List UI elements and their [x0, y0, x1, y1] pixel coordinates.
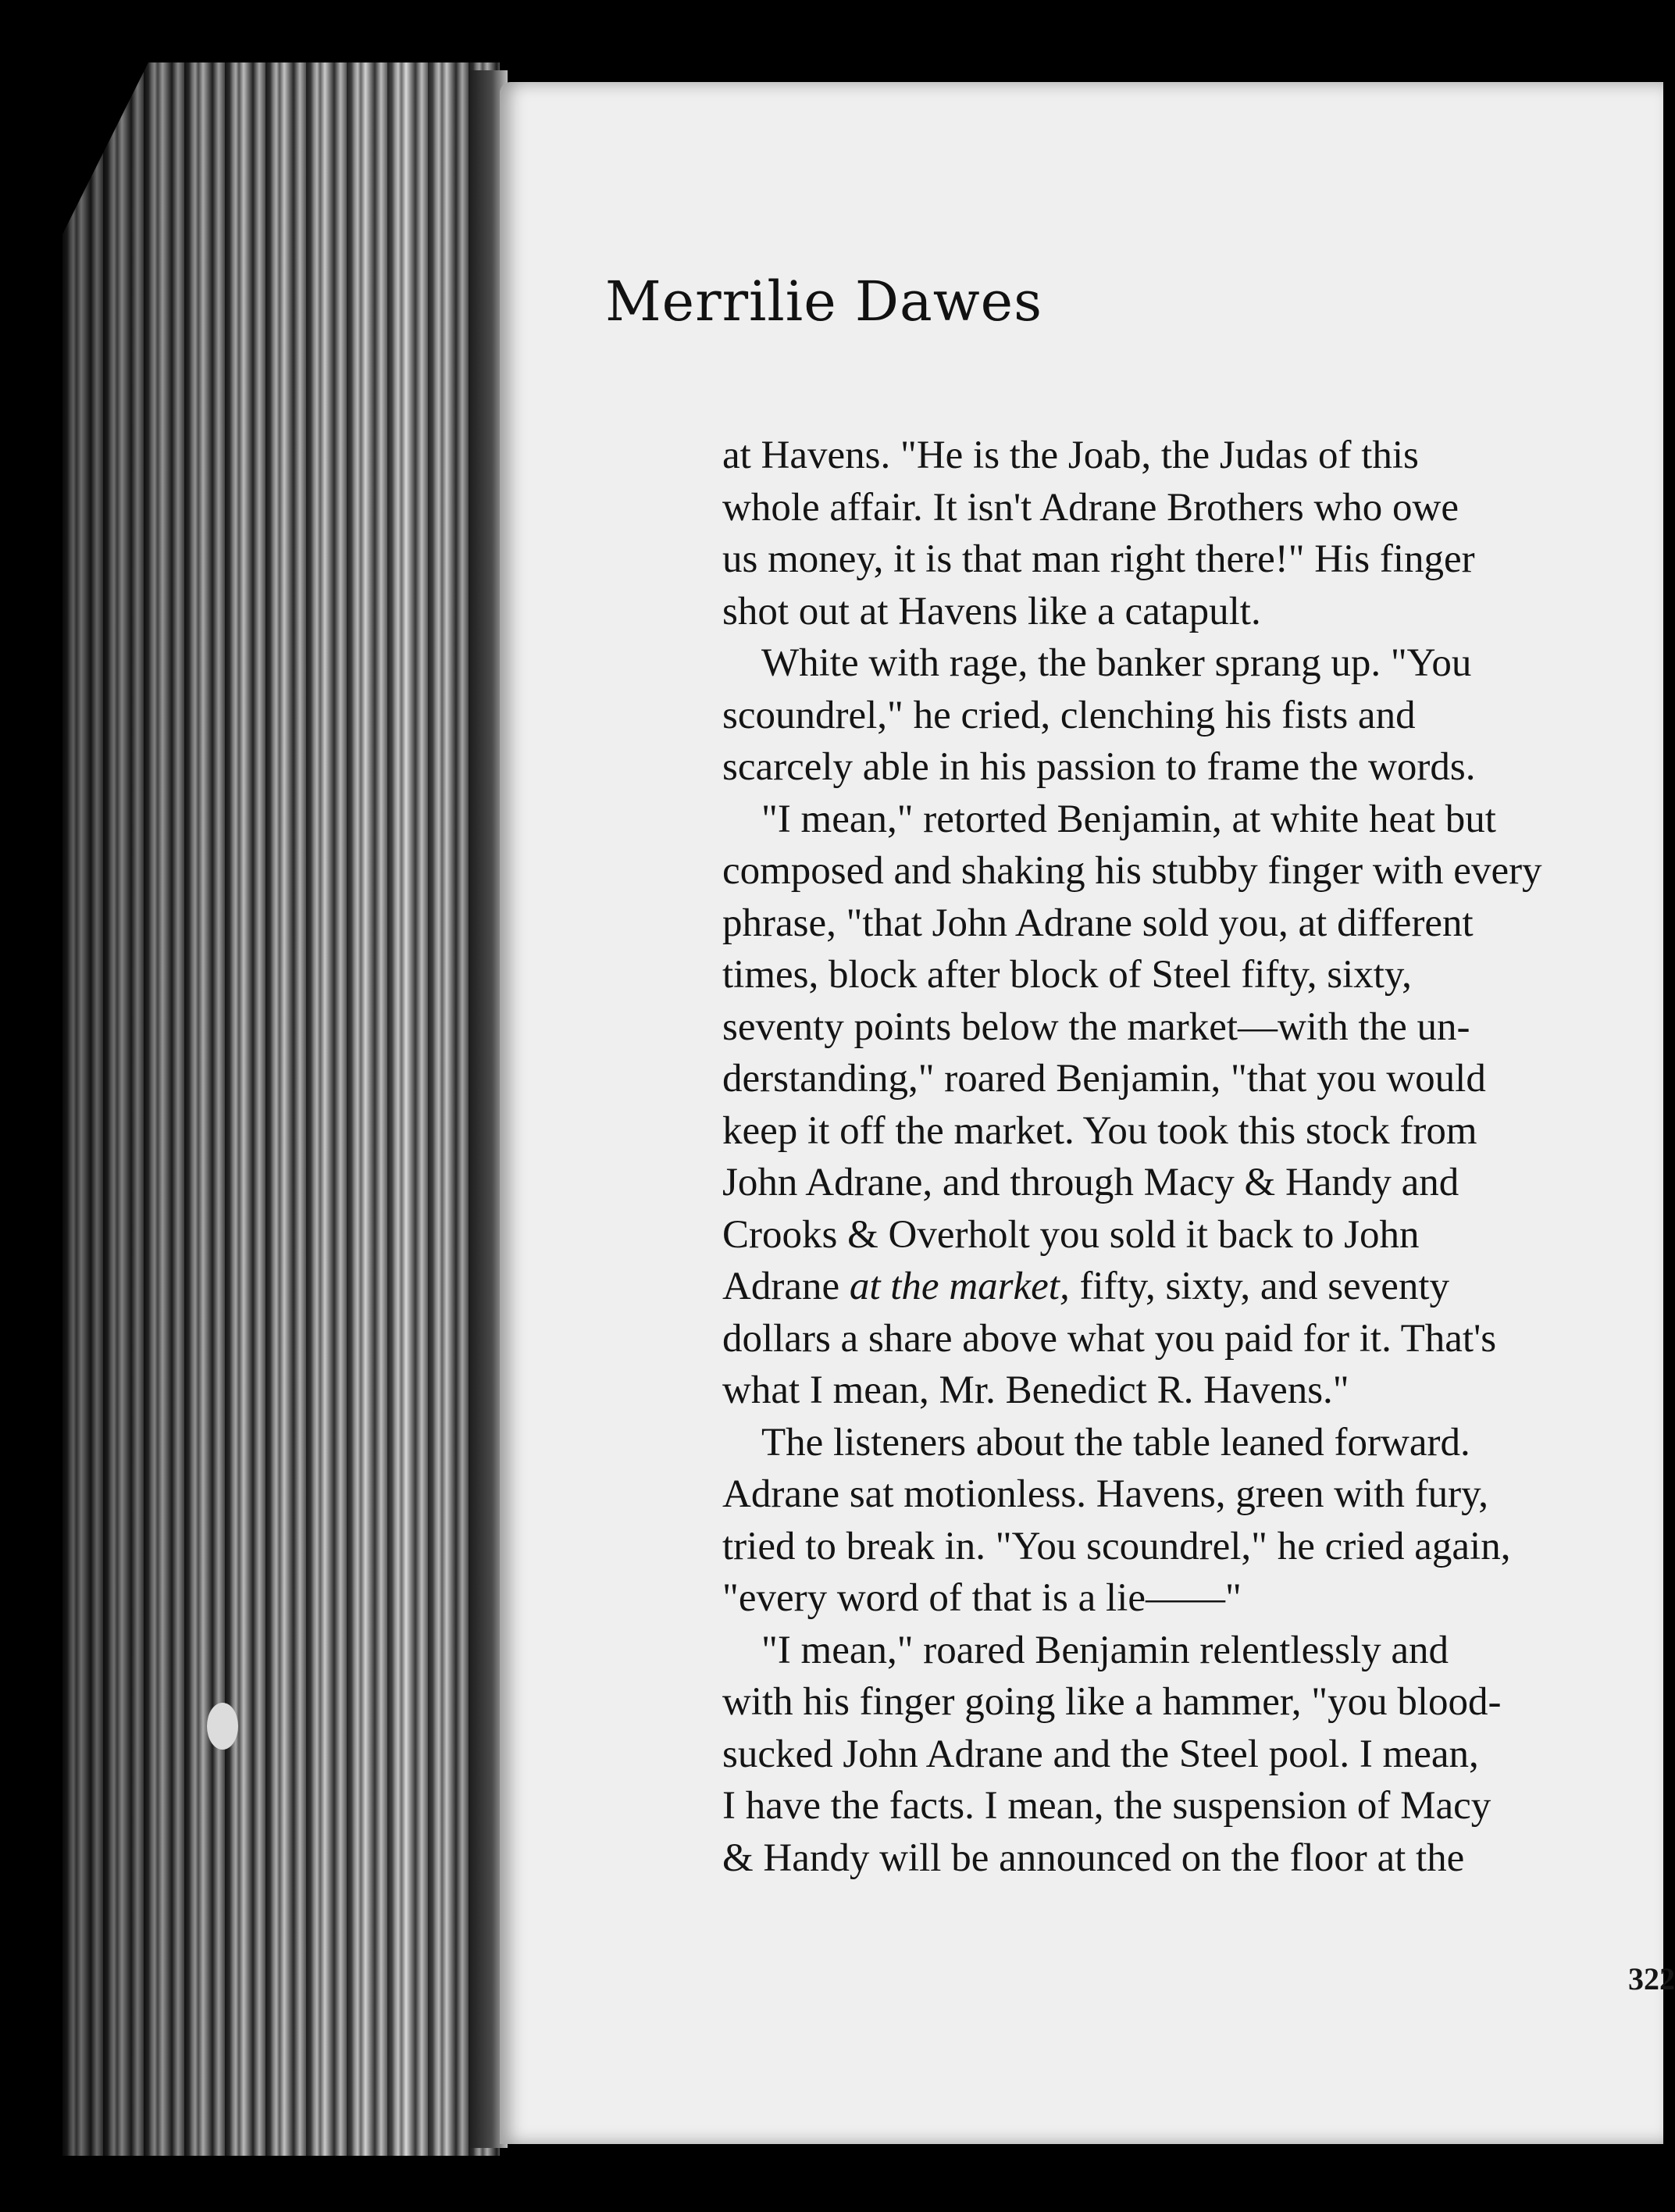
italic-phrase: at the market,: [849, 1265, 1070, 1308]
text-line: scarcely able in his passion to frame the words.: [722, 745, 1476, 789]
text-line: Adrane sat motionless. Havens, green with fury,: [722, 1472, 1489, 1516]
text-line: whole affair. It isn't Adrane Brothers who owe: [722, 485, 1459, 530]
text-line: [722, 1261, 1659, 1313]
book-page-edges: [62, 62, 500, 2156]
text-line: & Handy will be announced on the floor at the: [722, 1836, 1465, 1880]
text-line: scoundrel," he cried, clenching his fists and: [722, 693, 1416, 737]
text-line: at Havens. "He is the Joab, the Judas of this: [722, 433, 1419, 477]
text-line: "every word of that is a lie——": [722, 1576, 1242, 1620]
text-line: what I mean, Mr. Benedict R. Havens.": [722, 1368, 1349, 1412]
text-line: "I mean," retorted Benjamin, at white heat but: [761, 797, 1496, 841]
text-line: I have the facts. I mean, the suspension of Macy: [722, 1784, 1491, 1828]
page-number: 322: [1628, 1961, 1675, 1996]
text-line: John Adrane, and through Macy & Handy and: [722, 1161, 1459, 1204]
text-line-end: fifty, sixty, and seventy: [1069, 1265, 1449, 1308]
text-line-start: Adrane: [722, 1265, 850, 1308]
text-line: keep it off the market. You took this stock from: [722, 1108, 1477, 1153]
body-text: [722, 430, 1659, 1884]
text-line: The listeners about the table leaned forward.: [761, 1420, 1470, 1465]
text-line: Crooks & Overholt you sold it back to John: [722, 1212, 1420, 1257]
text-line: seventy points below the market—with the un-: [722, 1004, 1470, 1049]
text-line: us money, it is that man right there!" His finger: [722, 537, 1475, 581]
text-line: shot out at Havens like a catapult.: [722, 589, 1261, 633]
text-line: times, block after block of Steel fifty, sixty,: [722, 953, 1412, 997]
running-head-text: Merrilie Dawes: [605, 269, 1042, 334]
text-line: derstanding," roared Benjamin, "that you would: [722, 1057, 1486, 1101]
text-line: composed and shaking his stubby finger with every: [722, 849, 1542, 893]
text-line: phrase, "that John Adrane sold you, at different: [722, 901, 1474, 945]
text-line: with his finger going like a hammer, "you blood-: [722, 1680, 1502, 1724]
text-line: White with rage, the banker sprang up. "You: [761, 641, 1472, 685]
running-head: [0, 269, 1320, 334]
printed-page: [500, 82, 1675, 2144]
scan-blemish: [207, 1703, 238, 1750]
text-line: sucked John Adrane and the Steel pool. I mean,: [722, 1732, 1479, 1776]
text-line: "I mean," roared Benjamin relentlessly and: [761, 1628, 1449, 1672]
text-line: tried to break in. "You scoundrel," he cried again,: [722, 1524, 1511, 1568]
text-line: dollars a share above what you paid for it. That's: [722, 1316, 1497, 1361]
